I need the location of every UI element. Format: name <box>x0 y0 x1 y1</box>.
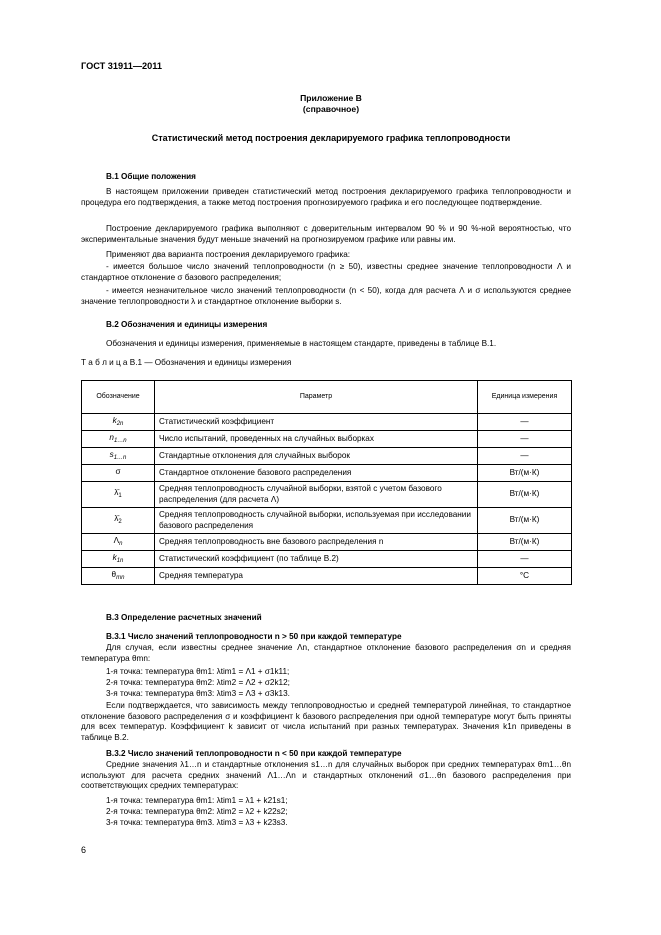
b1-paragraph-2: Построение декларируемого графика выполняют с доверительным интервалом 90 % и 90 %-ной вероятностью, что экспериментальные значения будут меньше значений на прогнозируемом графике или равны им. <box>81 224 571 244</box>
table-row <box>82 508 572 534</box>
b2-paragraph-1: Обозначения и единицы измерения, применяемые в настоящем стандарте, приведены в таблице В.1. <box>106 339 497 348</box>
b1-paragraph-4: - имеется большое число значений теплопроводности (n ≥ 50), известны среднее значение теплопроводности Λ и стандартное отклонение σ базового распределения; <box>81 262 571 282</box>
b1-paragraph-5: - имеется незначительное число значений теплопроводности (n < 50), когда для расчета Λ и σ используются среднее значение теплопроводности λ и стандартное отклонение выборки s. <box>81 286 571 306</box>
table-caption-prefix: Т а б л и ц а <box>81 358 128 367</box>
b32-line-2: 2-я точка: температура θm2: λtim2 = λ2 + k22s2; <box>106 807 288 816</box>
row-unit: — <box>478 414 572 431</box>
table-row <box>82 534 572 551</box>
table-row <box>82 568 572 585</box>
row-parameter: Число испытаний, проведенных на случайных выборках <box>155 431 478 448</box>
row-symbol: $\lambdā_2$ <box>82 508 155 534</box>
standard-header: ГОСТ 31911—2011 <box>81 61 162 71</box>
row-unit: Вт/(м·К) <box>478 534 572 551</box>
table-row <box>82 448 572 465</box>
table-row <box>82 431 572 448</box>
table-header-row <box>82 381 572 414</box>
header-parameter: Параметр <box>155 381 478 414</box>
row-symbol: $k_{2n}$ <box>82 414 155 431</box>
symbols-table <box>81 380 572 585</box>
b31-paragraph-1: Для случая, если известны среднее значение Λn, стандартное отклонение базового распределения σn и средняя температура θmn: <box>81 643 571 663</box>
row-symbol: $\Lambda_n$ <box>82 534 155 551</box>
appendix-title: Приложение В <box>300 93 362 103</box>
row-unit: Вт/(м·К) <box>478 465 572 482</box>
page-number: 6 <box>81 845 87 855</box>
row-symbol: $\theta_{mn}$ <box>82 568 155 585</box>
b31-line-3: 3-я точка: температура θm3: λtim3 = Λ3 + σ3k13. <box>106 689 290 698</box>
row-unit: — <box>478 431 572 448</box>
header-symbol: Обозначение <box>82 381 155 414</box>
b31-paragraph-2: Если подтверждается, что зависимость между теплопроводностью и средней температурой линейная, то стандартное отклонение базового распределения σ и коэффициент k базового распределения при одной температуре могут быть приняты для всех температур. Коэффициент k зависит от числа испытаний при разных температурах. Значения k1n приведены в таблице В.2. <box>81 701 571 742</box>
row-unit: — <box>478 551 572 568</box>
appendix-heading: Статистический метод построения декларируемого графика теплопроводности <box>151 133 511 143</box>
row-unit: Вт/(м·К) <box>478 482 572 508</box>
table-row <box>82 551 572 568</box>
row-unit: Вт/(м·К) <box>478 508 572 534</box>
section-b32-heading: В.3.2 Число значений теплопроводности n < 50 при каждой температуре <box>106 749 402 758</box>
row-parameter: Средняя теплопроводность случайной выборки, взятой с учетом базового распределения (для расчета Λ) <box>155 482 478 508</box>
row-symbol: σ <box>82 465 155 482</box>
b1-paragraph-3: Применяют два варианта построения декларируемого графика: <box>106 250 351 259</box>
row-symbol: $n_{1\dots n}$ <box>82 431 155 448</box>
section-b31-heading: В.3.1 Число значений теплопроводности n > 50 при каждой температуре <box>106 632 402 641</box>
row-parameter: Средняя теплопроводность случайной выборки, используемая при исследовании базового распределения <box>155 508 478 534</box>
b1-paragraph-1: В настоящем приложении приведен статистический метод построения декларируемого графика теплопроводности и процедура его подтверждения, а также метод построения прогнозируемого графика и его последующее подтверждение. <box>81 187 571 207</box>
row-parameter: Средняя температура <box>155 568 478 585</box>
row-symbol: $s_{1\dots n}$ <box>82 448 155 465</box>
table-row <box>82 482 572 508</box>
row-parameter: Средняя теплопроводность вне базового распределения n <box>155 534 478 551</box>
row-parameter: Стандартное отклонение базового распределения <box>155 465 478 482</box>
section-b2-heading: В.2 Обозначения и единицы измерения <box>106 320 268 329</box>
row-unit: °С <box>478 568 572 585</box>
appendix-subtitle: (справочное) <box>302 104 360 114</box>
row-parameter: Стандартные отклонения для случайных выборок <box>155 448 478 465</box>
row-parameter: Статистический коэффициент <box>155 414 478 431</box>
row-symbol: $k_{1n}$ <box>82 551 155 568</box>
header-unit: Единица измерения <box>478 381 572 414</box>
b32-line-1: 1-я точка: температура θm1: λtim1 = λ1 + k21s1; <box>106 796 288 805</box>
table-caption <box>81 358 291 369</box>
table-caption-text: В.1 — Обозначения и единицы измерения <box>129 358 292 367</box>
b32-line-3: 3-я точка: температура θm3. λtim3 = λ3 + k23s3. <box>106 818 288 827</box>
section-b1-heading: В.1 Общие положения <box>106 172 196 181</box>
table-row <box>82 414 572 431</box>
b31-line-1: 1-я точка: температура θm1: λtim1 = Λ1 + σ1k11; <box>106 667 290 676</box>
section-b3-heading: В.3 Определение расчетных значений <box>106 613 262 622</box>
row-unit: — <box>478 448 572 465</box>
row-symbol: $\lambdā_1$ <box>82 482 155 508</box>
b31-line-2: 2-я точка: температура θm2: λtim2 = Λ2 + σ2k12; <box>106 678 290 687</box>
table-row <box>82 465 572 482</box>
row-parameter: Статистический коэффициент (по таблице В.2) <box>155 551 478 568</box>
b32-paragraph-1: Средние значения λ1…n и стандартные отклонения s1…n для случайных выборок при средних температурах θm1…θn используют для расчета средних значений Λ1…Λn и стандартных отклонений σ1…θn базового распределения при соответствующих средних температурах: <box>81 760 571 791</box>
